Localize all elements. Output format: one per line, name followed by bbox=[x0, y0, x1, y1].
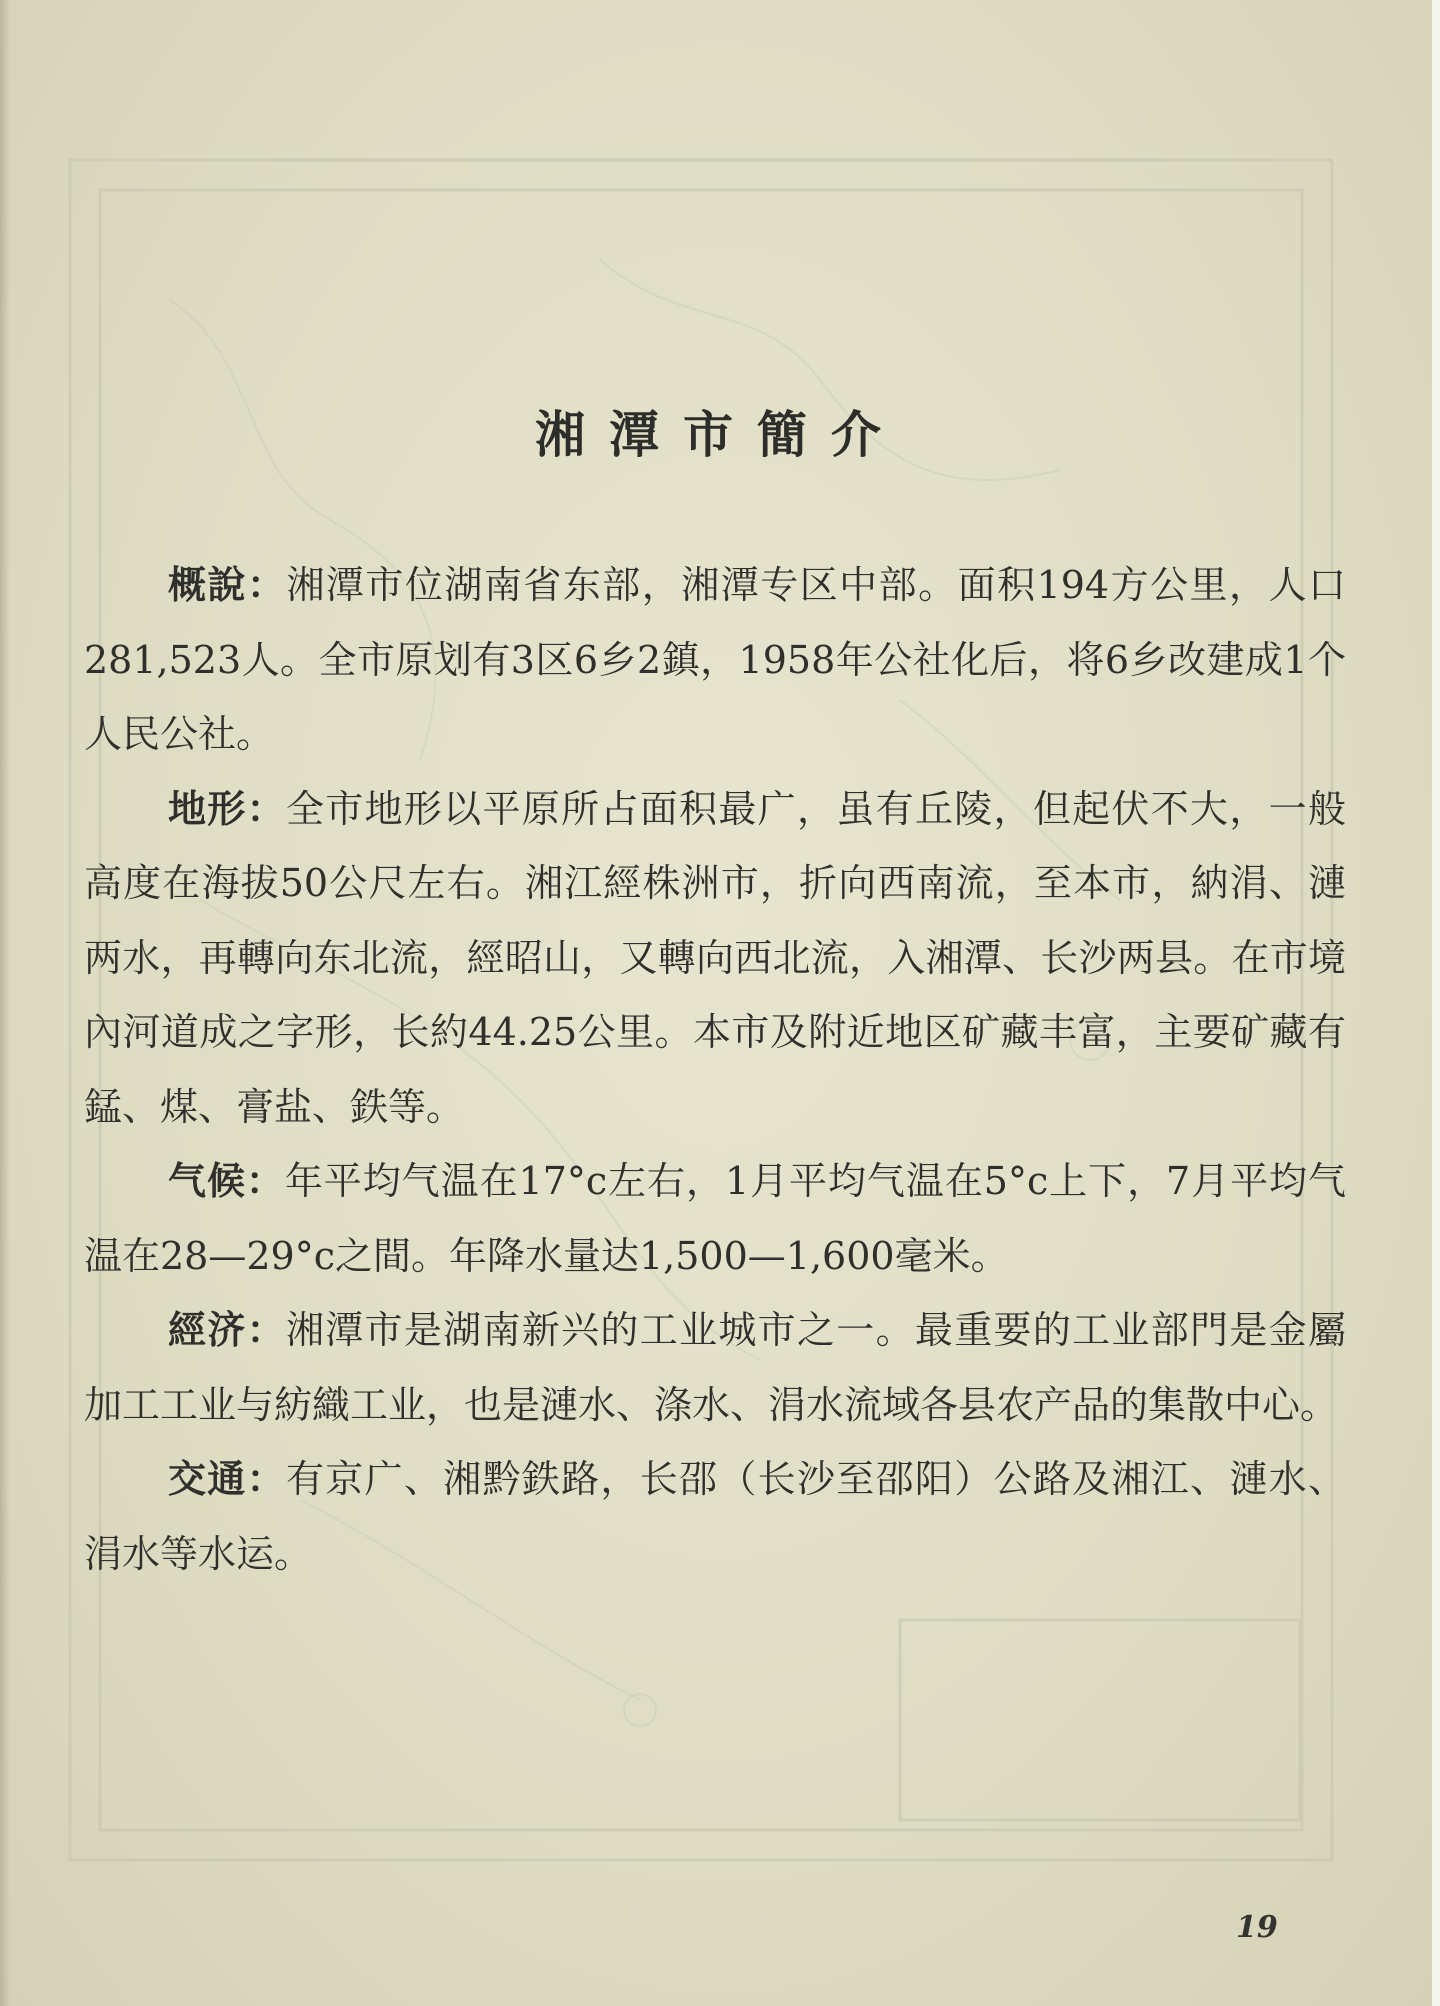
section-text: 湘潭市位湖南省东部，湘潭专区中部。面积194方公里，人口281,523人。全市原划有3区6乡2鎮，1958年公社化后，将6乡改建成1个人民公社。 bbox=[84, 563, 1346, 756]
section-text: 湘潭市是湖南新兴的工业城市之一。最重要的工业部門是金屬加工工业与紡織工业，也是漣水、涤水、涓水流域各县农产品的集散中心。 bbox=[84, 1308, 1346, 1427]
article-body bbox=[84, 548, 1346, 1591]
section-text: 有京广、湘黔鉄路，长邵（长沙至邵阳）公路及湘江、漣水、涓水等水运。 bbox=[84, 1457, 1346, 1576]
section-heading: 交通： bbox=[168, 1456, 286, 1501]
page-number: 19 bbox=[1236, 1910, 1278, 1945]
section-heading: 經济： bbox=[168, 1307, 286, 1352]
section-text: 年平均气温在17°c左右，1月平均气温在5°c上下，7月平均气温在28—29°c之間。年降水量达1,500—1,600毫米。 bbox=[84, 1159, 1346, 1278]
page-title: 湘潭市簡介 bbox=[535, 405, 905, 464]
section-text: 全市地形以平原所占面积最广，虽有丘陵，但起伏不大，一般高度在海拔50公尺左右。湘江經株洲市，折向西南流，至本市，納涓、漣两水，再轉向东北流，經昭山，又轉向西北流，入湘潭、长沙两县。在市境內河道成之字形，长約44.25公里。本市及附近地区矿藏丰富，主要矿藏有錳、煤、膏盐、鉄等。 bbox=[84, 786, 1346, 1129]
section-heading: 气候： bbox=[168, 1158, 285, 1203]
paragraph-overview bbox=[84, 548, 1346, 772]
paragraph-economy bbox=[84, 1293, 1346, 1442]
paragraph-terrain bbox=[84, 772, 1346, 1145]
paragraph-transport bbox=[84, 1442, 1346, 1591]
paragraph-climate bbox=[84, 1144, 1346, 1293]
section-heading: 概說： bbox=[168, 562, 287, 607]
section-heading: 地形： bbox=[168, 785, 286, 831]
